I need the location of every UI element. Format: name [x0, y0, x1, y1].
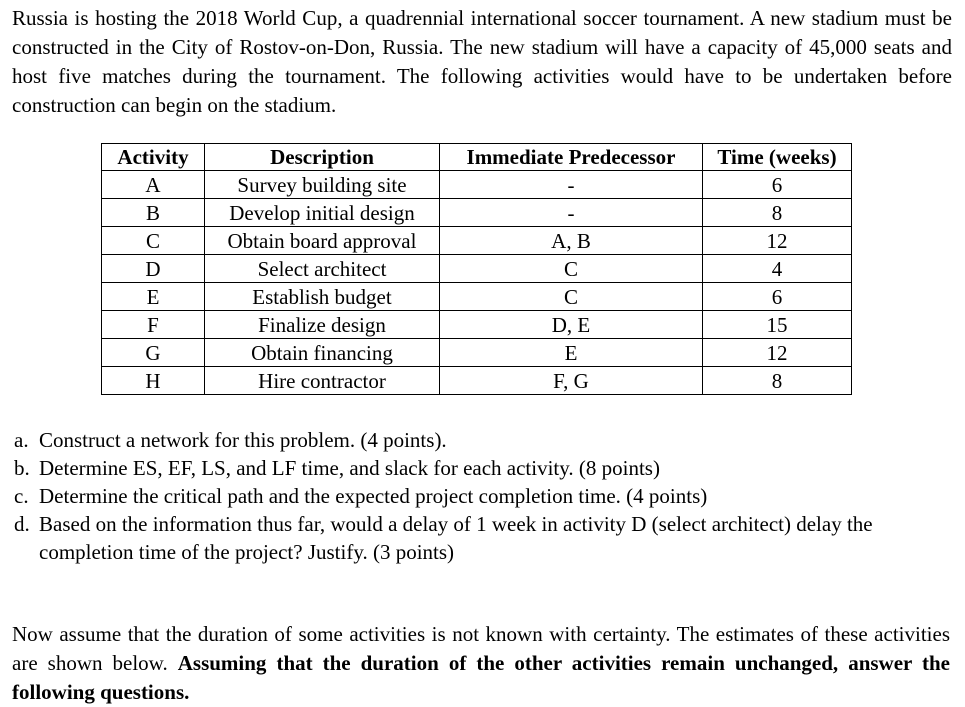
header-time: Time (weeks): [703, 144, 852, 171]
cell-description: Select architect: [205, 255, 440, 283]
cell-time: 8: [703, 367, 852, 395]
cell-time: 15: [703, 311, 852, 339]
cell-activity: D: [102, 255, 205, 283]
cell-description: Survey building site: [205, 171, 440, 199]
table-row: [102, 227, 852, 255]
table-row: [102, 283, 852, 311]
table-row: [102, 171, 852, 199]
question-text: Based on the information thus far, would a delay of 1 week in activity D (select architect) delay the completion time of the project? Justify. (3 points): [39, 512, 873, 564]
question-letter: c.: [14, 484, 29, 508]
cell-predecessor: C: [440, 283, 703, 311]
table-header-row: [102, 144, 852, 171]
question-item: [14, 454, 954, 482]
cell-predecessor: D, E: [440, 311, 703, 339]
cell-description: Develop initial design: [205, 199, 440, 227]
cell-time: 6: [703, 171, 852, 199]
cell-activity: F: [102, 311, 205, 339]
cell-activity: B: [102, 199, 205, 227]
cell-predecessor: C: [440, 255, 703, 283]
question-item: [14, 510, 954, 566]
cell-description: Obtain financing: [205, 339, 440, 367]
cell-time: 6: [703, 283, 852, 311]
cell-predecessor: F, G: [440, 367, 703, 395]
table-row: [102, 311, 852, 339]
table-row: [102, 367, 852, 395]
outro-bold: Assuming that the duration of the other activities remain unchanged, answer the following questions.: [12, 651, 950, 704]
cell-activity: H: [102, 367, 205, 395]
outro-paragraph: [12, 620, 950, 707]
question-item: [14, 426, 954, 454]
cell-predecessor: A, B: [440, 227, 703, 255]
activity-table: [101, 143, 852, 395]
cell-time: 8: [703, 199, 852, 227]
intro-paragraph: Russia is hosting the 2018 World Cup, a quadrennial international soccer tournament. A new stadium must be constructed in the City of Rostov-on-Don, Russia. The new stadium will have a capacity of 45,000 seats and host five matches during the tournament. The following activities would have to be undertaken before construction can begin on the stadium.: [12, 6, 952, 117]
question-text: Construct a network for this problem. (4 points).: [39, 428, 447, 452]
table-body: [102, 171, 852, 395]
question-text: Determine the critical path and the expected project completion time. (4 points): [39, 484, 708, 508]
outro-plain: Now assume that the duration of some activities is not known with certainty. The estimates of these activities are shown below.: [12, 622, 950, 675]
cell-predecessor: -: [440, 199, 703, 227]
cell-predecessor: -: [440, 171, 703, 199]
header-activity: Activity: [102, 144, 205, 171]
question-letter: b.: [14, 456, 30, 480]
cell-activity: E: [102, 283, 205, 311]
cell-time: 4: [703, 255, 852, 283]
cell-description: Finalize design: [205, 311, 440, 339]
question-letter: d.: [14, 512, 30, 536]
question-letter: a.: [14, 428, 29, 452]
cell-activity: G: [102, 339, 205, 367]
cell-description: Establish budget: [205, 283, 440, 311]
table-row: [102, 255, 852, 283]
cell-description: Obtain board approval: [205, 227, 440, 255]
header-description: Description: [205, 144, 440, 171]
cell-time: 12: [703, 339, 852, 367]
cell-predecessor: E: [440, 339, 703, 367]
question-item: [14, 482, 954, 510]
header-predecessor: Immediate Predecessor: [440, 144, 703, 171]
cell-description: Hire contractor: [205, 367, 440, 395]
cell-activity: A: [102, 171, 205, 199]
cell-time: 12: [703, 227, 852, 255]
cell-activity: C: [102, 227, 205, 255]
table-row: [102, 199, 852, 227]
table-row: [102, 339, 852, 367]
question-list: [14, 426, 954, 566]
question-text: Determine ES, EF, LS, and LF time, and slack for each activity. (8 points): [39, 456, 660, 480]
